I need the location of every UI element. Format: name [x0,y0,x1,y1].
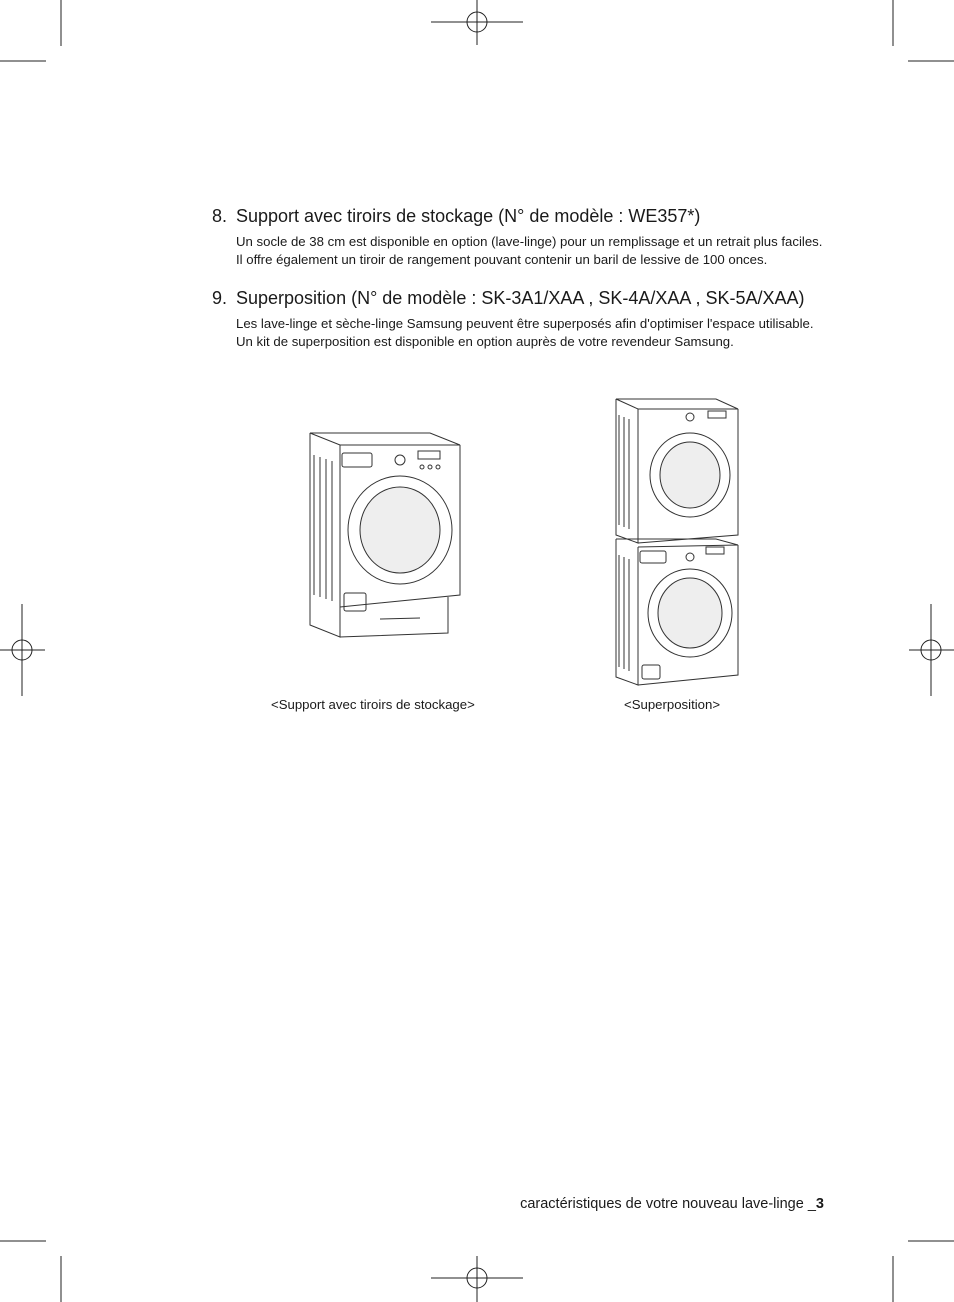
stack-caption: <Superposition> [624,697,721,712]
section-8-title: Support avec tiroirs de stockage (N° de modèle : WE357*) [236,206,701,226]
section-9-line-1: Les lave-linge et sèche-linge Samsung peuvent être superposés afin d'optimiser l'espace utilisable. Un kit de superposition est disponible en option auprès de votre revendeur Samsung. [236,316,814,349]
section-8-body [236,233,824,268]
stacked-washer-dryer-illustration [610,395,745,687]
footer-text: caractéristiques de votre nouveau lave-linge _ [520,1196,816,1212]
section-9-number: 9. [212,288,228,308]
section-8-number: 8. [212,206,228,226]
section-8-heading [212,205,824,227]
page-footer [520,1196,824,1212]
registration-mark-bottom [431,1256,523,1302]
section-9-body [236,315,824,350]
registration-mark-right [909,604,954,696]
section-9-title: Superposition (N° de modèle : SK-3A1/XAA , SK-4A/XAA , SK-5A/XAA) [236,288,805,308]
page-number: 3 [815,1196,824,1212]
section-8-line-2: Il offre également un tiroir de rangement pouvant contenir un baril de lessive de 100 onces. [236,251,768,267]
washer-pedestal-illustration [300,425,470,655]
section-8-line-1: Un socle de 38 cm est disponible en option (lave-linge) pour un remplissage et un retrait plus faciles. [236,234,823,249]
section-9-heading [212,287,824,309]
registration-mark-left [0,604,45,696]
section-8 [212,205,824,268]
pedestal-caption: <Support avec tiroirs de stockage> [271,697,475,712]
section-9 [212,287,824,350]
registration-mark-top [431,0,523,45]
